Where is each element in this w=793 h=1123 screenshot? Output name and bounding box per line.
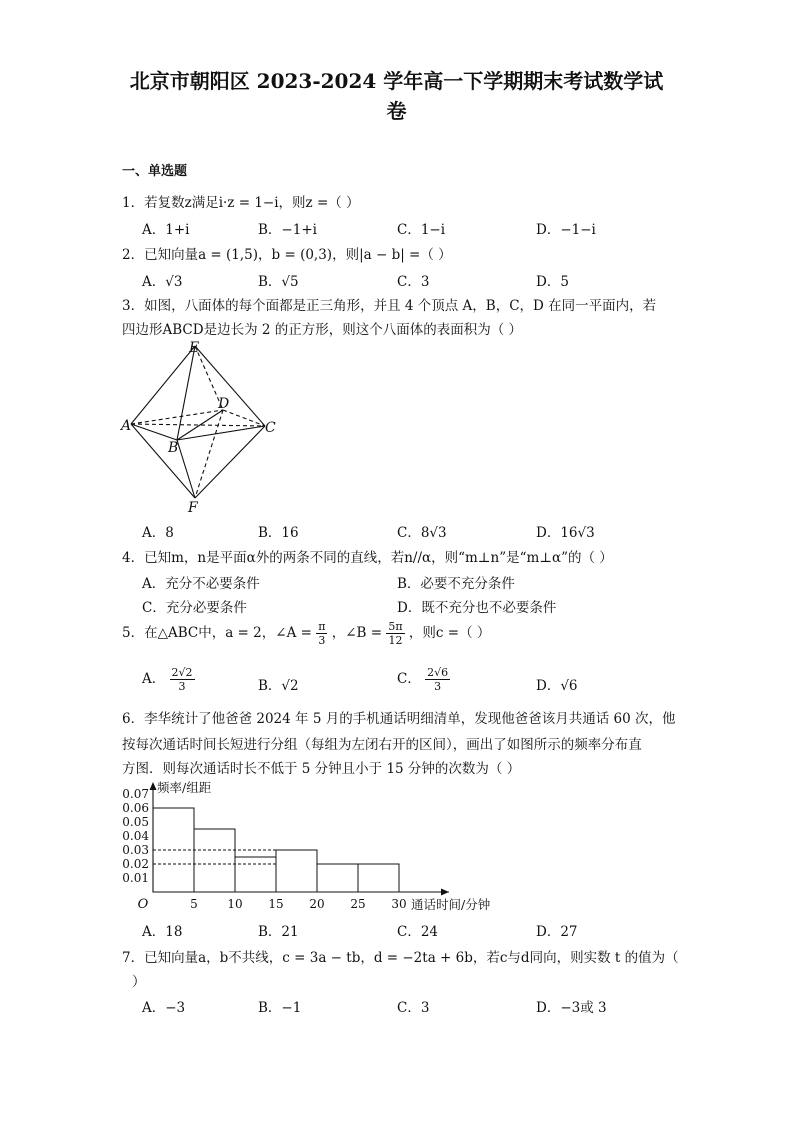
q1-option-c: C．1−i: [397, 222, 446, 238]
page-title-continued: 卷: [386, 99, 407, 123]
question-1-stem: 1．若复数z满足i·z = 1−i，则z =（ ）: [122, 195, 360, 211]
y-tick-label: 0.06: [122, 801, 149, 815]
q5-option-a-letter: A．: [142, 671, 166, 687]
origin-label: O: [137, 897, 149, 912]
vertex-label-c: C: [265, 420, 276, 436]
q5-option-d: [536, 674, 578, 694]
q5-option-a-den: 3: [178, 680, 186, 693]
y-axis-label: 频率/组距: [157, 780, 212, 795]
q2-option-c: C．3: [397, 274, 430, 290]
page-title: 北京市朝阳区 2023-2024 学年高一下学期期末考试数学试: [129, 69, 664, 93]
y-tick-label: 0.02: [122, 857, 149, 871]
q5-fraction-b-num: 5π: [388, 620, 403, 633]
q5-option-c-letter: C．: [397, 671, 421, 687]
question-6-stem-line3: 方图．则每次通话时长不低于 5 分钟且小于 15 分钟的次数为（ ）: [122, 761, 521, 777]
vertex-label-b: B: [168, 440, 179, 456]
q3-option-d: D．16√3: [536, 525, 595, 541]
q5-option-a-fraction: [170, 666, 195, 693]
q1-option-a: A．1+i: [142, 222, 190, 238]
question-4-stem: 4．已知m，n是平面α外的两条不同的直线，若n//α，则“m⊥n”是“m⊥α”的（ ）: [122, 550, 613, 566]
section-heading: 一、单选题: [122, 164, 188, 179]
y-tick-label: 0.05: [122, 815, 149, 829]
y-axis-arrow: [150, 782, 157, 790]
q5-option-c-fraction: [425, 666, 450, 693]
q5-option-b-text: √2: [281, 678, 299, 694]
q6-option-b: B．21: [258, 924, 299, 940]
q1-option-d: D．−1−i: [536, 222, 596, 238]
q4-option-d: D．既不充分也不必要条件: [397, 600, 557, 616]
q3-option-b: B．16: [258, 525, 299, 541]
q5-fraction-a: [316, 620, 327, 647]
q3-option-c: C．8√3: [397, 525, 447, 541]
q5-fraction-a-num: π: [318, 620, 326, 633]
q2-option-b: B．√5: [258, 274, 299, 290]
y-tick-label: 0.03: [122, 843, 149, 857]
q6-option-c: C．24: [397, 924, 439, 940]
histogram-bar: [194, 829, 235, 892]
question-6-stem-line2: 按每次通话时间长短进行分组（每组为左闭右开的区间），画出了如图所示的频率分布直: [122, 737, 642, 753]
vertex-label-d: D: [218, 396, 230, 412]
q5-option-d-letter: D．: [536, 678, 561, 694]
q5-option-b-letter: B．: [258, 678, 282, 694]
q7-option-a: A．−3: [142, 1000, 186, 1016]
q5-option-b: [258, 674, 299, 694]
q5-option-c: [397, 666, 450, 693]
q7-option-b: B．−1: [258, 1000, 302, 1016]
q2-option-a: A．√3: [142, 274, 183, 290]
q6-option-d: D．27: [536, 924, 578, 940]
q2-option-d: D．5: [536, 274, 569, 290]
question-2-stem: 2．已知向量a = (1,5)，b = (0,3)，则|a − b| =（ ）: [122, 247, 452, 263]
question-5-stem: [122, 620, 490, 647]
x-tick-label: 30: [391, 897, 407, 911]
question-6-stem-line1: 6．李华统计了他爸爸 2024 年 5 月的手机通话明细清单，发现他爸爸该月共通话 60 次，他: [122, 711, 676, 727]
histogram-bar: [317, 864, 358, 892]
question-7-stem-line1: 7．已知向量a，b不共线，c = 3a − tb，d = −2ta + 6b，若c与d同向，则实数 t 的值为（: [122, 950, 679, 966]
q5-fraction-a-den: 3: [318, 634, 326, 647]
frequency-histogram: [115, 778, 491, 918]
q1-option-b: B．−1+i: [258, 222, 317, 238]
x-tick-label: 5: [190, 897, 198, 911]
x-tick-label: 25: [350, 897, 366, 911]
vertex-label-a: A: [121, 418, 132, 434]
histogram-bar: [235, 857, 276, 892]
q5-stem-a: 5．在△ABC中，a = 2，∠A =: [122, 625, 312, 641]
x-tick-label: 15: [268, 897, 284, 911]
q5-fraction-b-den: 12: [388, 634, 403, 647]
q5-option-c-den: 3: [434, 680, 442, 693]
x-tick-label: 20: [309, 897, 325, 911]
octahedron-figure: [115, 336, 290, 518]
histogram-bar: [358, 864, 399, 892]
vertex-label-e: E: [189, 340, 200, 356]
y-tick-label: 0.07: [122, 787, 149, 801]
q5-option-a: [142, 666, 195, 693]
q5-fraction-b: [386, 620, 404, 647]
q5-option-c-num: 2√6: [427, 666, 449, 679]
q6-option-a: A．18: [142, 924, 183, 940]
q5-option-a-num: 2√2: [171, 666, 193, 679]
q4-option-b: B．必要不充分条件: [397, 576, 515, 592]
q7-option-c: C．3: [397, 1000, 430, 1016]
x-axis-label: 通话时间/分钟: [411, 897, 491, 912]
question-3-stem-line2: 四边形ABCD是边长为 2 的正方形，则这个八面体的表面积为（ ）: [122, 322, 523, 338]
q3-option-a: A．8: [142, 525, 174, 541]
y-tick-label: 0.04: [122, 829, 149, 843]
question-3-stem-line1: 3．如图，八面体的每个面都是正三角形，并且 4 个顶点 A，B，C，D 在同一平面内，若: [122, 298, 657, 314]
question-7-stem-line2: ）: [132, 974, 146, 990]
q4-option-a: A．充分不必要条件: [142, 576, 260, 592]
y-tick-label: 0.01: [122, 871, 149, 885]
q5-stem-c: ，则c =（ ）: [408, 625, 491, 641]
x-axis-arrow: [441, 889, 449, 896]
x-tick-label: 10: [227, 897, 243, 911]
q7-option-d: D．−3或 3: [536, 1000, 607, 1016]
q5-stem-b: ，∠B =: [331, 625, 383, 641]
q5-option-d-text: √6: [560, 678, 578, 694]
vertex-label-f: F: [188, 500, 198, 516]
histogram-bar: [276, 850, 317, 892]
q4-option-c: C．充分必要条件: [142, 600, 247, 616]
